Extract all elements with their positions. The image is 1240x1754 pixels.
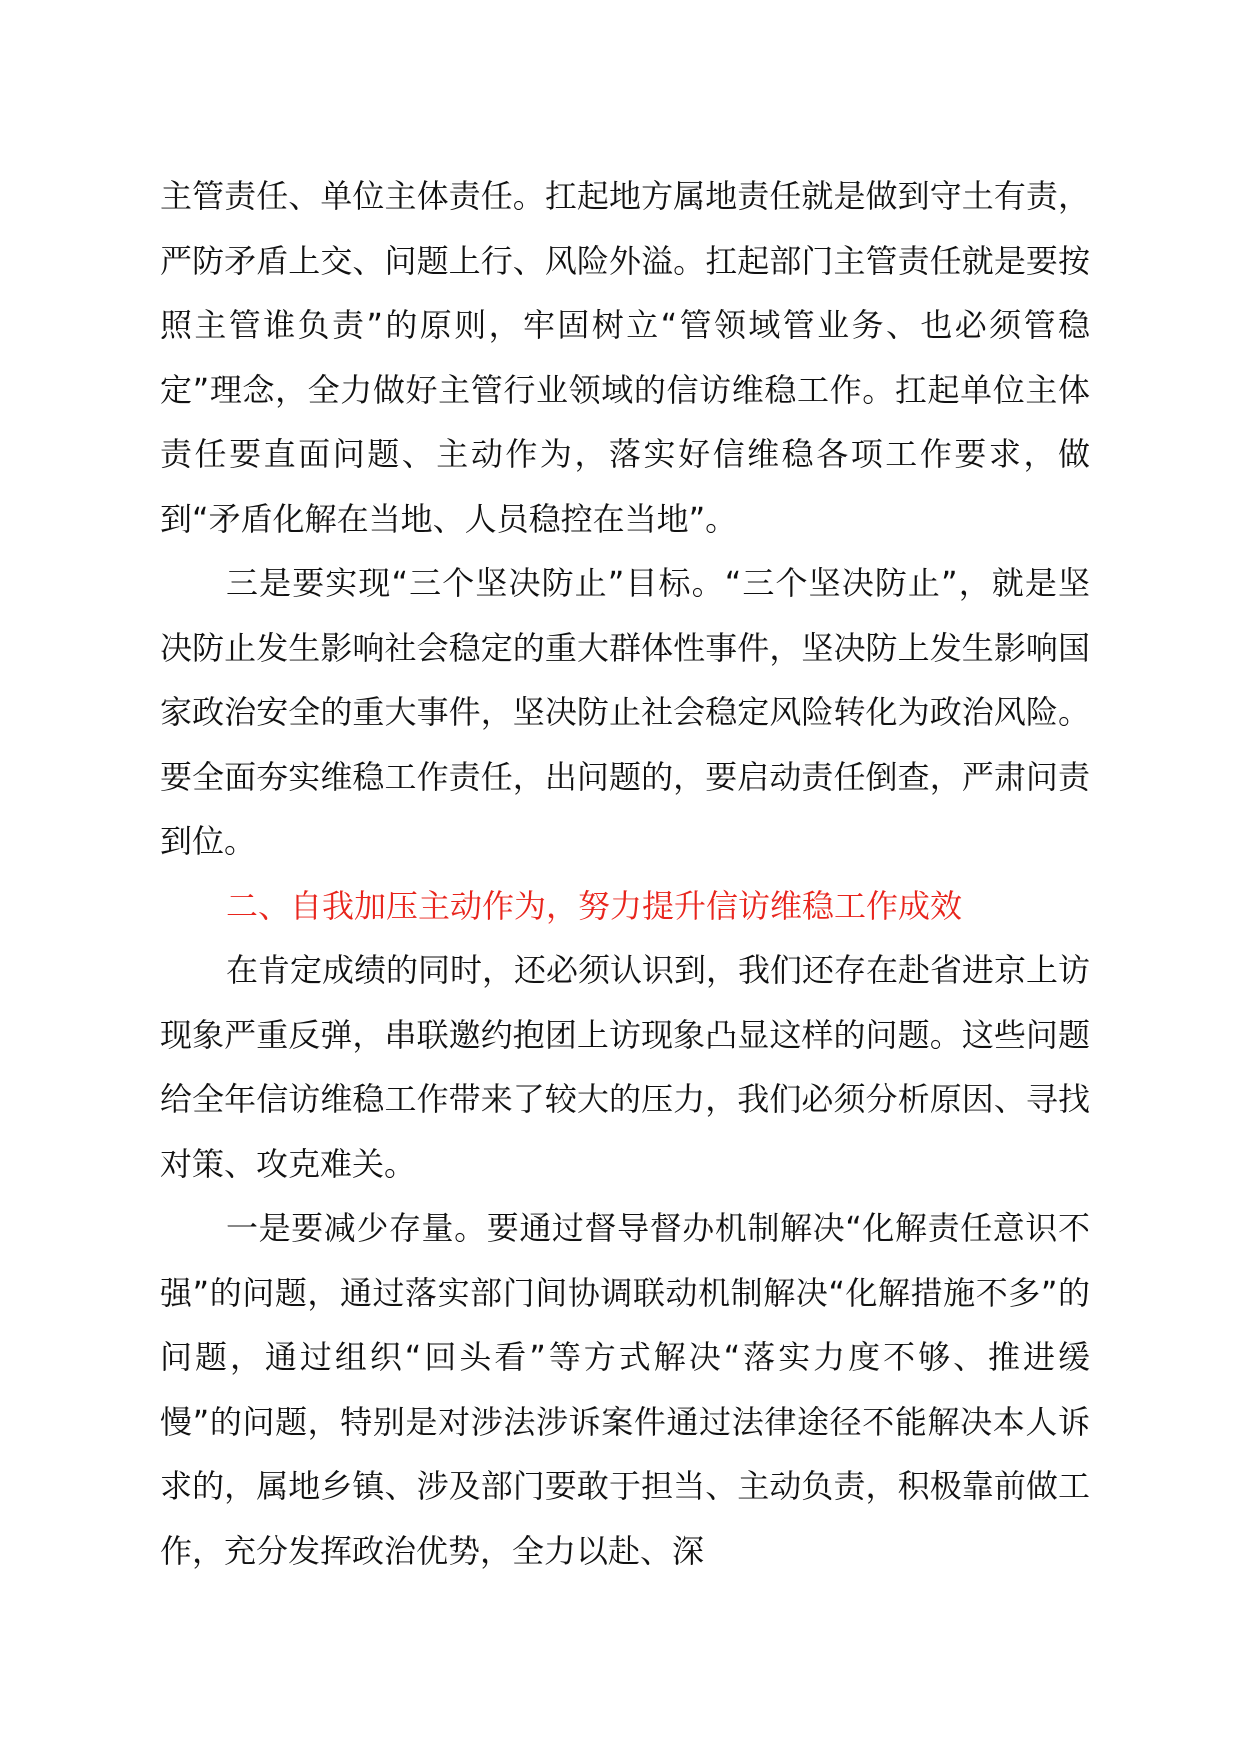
- paragraph-continuation: 主管责任、单位主体责任。扛起地方属地责任就是做到守土有责，严防矛盾上交、问题上行、风险外溢。扛起部门主管责任就是要按照主管谁负责”的原则，牢固树立“管领域管业务、也必须管稳定”理念，全力做好主管行业领域的信访维稳工作。扛起单位主体责任要直面问题、主动作为，落实好信维稳各项工作要求，做到“矛盾化解在当地、人员稳控在当地”。: [160, 177, 1090, 538]
- paragraph-three-prevent: 三是要实现“三个坚决防止”目标。“三个坚决防止”，就是坚决防止发生影响社会稳定的重大群体性事件，坚决防上发生影响国家政治安全的重大事件，坚决防止社会稳定风险转化为政治风险。要全面夯实维稳工作责任，出问题的，要启动责任倒查，严肃问责到位。: [160, 564, 1090, 860]
- paragraph-reduce-stock: 一是要减少存量。要通过督导督办机制解决“化解责任意识不强”的问题，通过落实部门间协调联动机制解决“化解措施不多”的问题，通过组织“回头看”等方式解决“落实力度不够、推进缓慢”的问题，特别是对涉法涉诉案件通过法律途径不能解决本人诉求的，属地乡镇、涉及部门要敢于担当、主动负责，积极靠前做工作，充分发挥政治优势，全力以赴、深: [160, 1209, 1090, 1570]
- section-heading: 二、自我加压主动作为，努力提升信访维稳工作成效: [226, 886, 963, 925]
- document-body: [160, 164, 1090, 1583]
- paragraph-problems: 在肯定成绩的同时，还必须认识到，我们还存在赴省进京上访现象严重反弹，串联邀约抱团上访现象凸显这样的问题。这些问题给全年信访维稳工作带来了较大的压力，我们必须分析原因、寻找对策、攻克难关。: [160, 951, 1091, 1183]
